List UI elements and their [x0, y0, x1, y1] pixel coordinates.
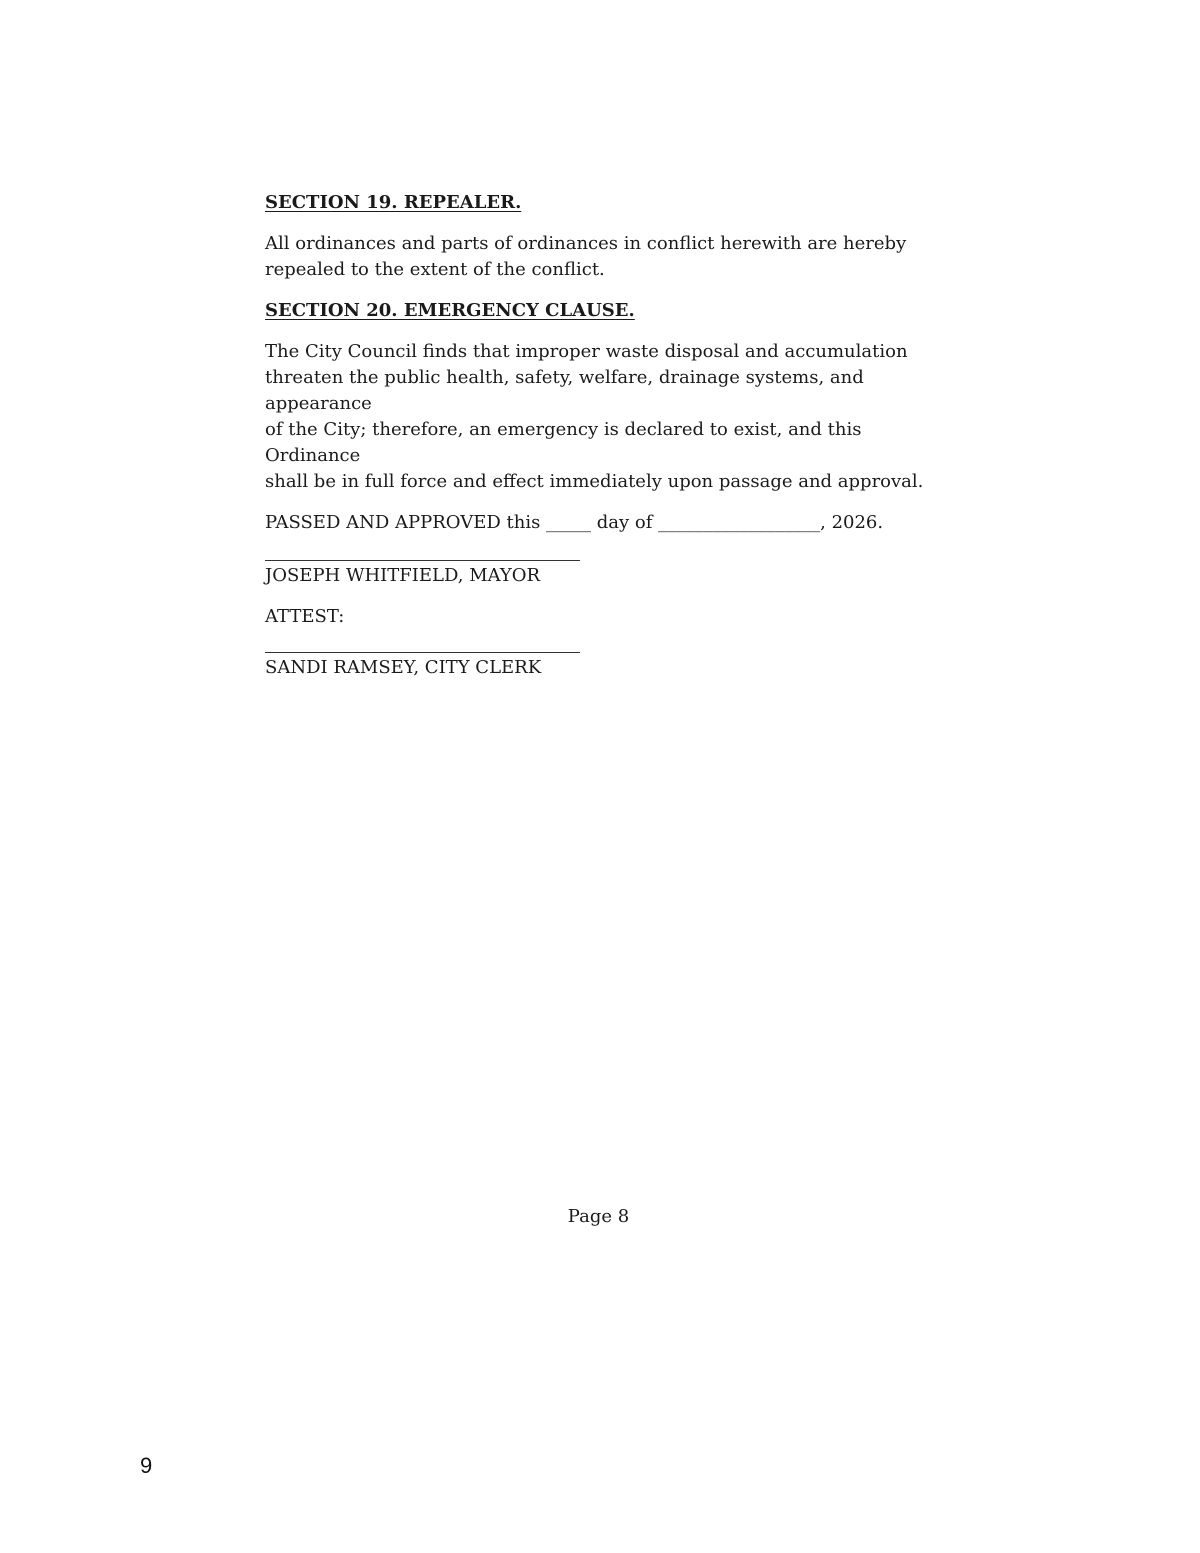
attest-label: ATTEST: — [265, 606, 345, 627]
sheet-number: 9 — [140, 1453, 153, 1478]
section-20-line: of the City; therefore, an emergency is declared to exist, and this Ordinance — [265, 419, 862, 466]
mayor-signature-line — [265, 560, 580, 561]
clerk-signature-name: SANDI RAMSEY, CITY CLERK — [265, 657, 542, 678]
clerk-signature-line — [265, 652, 580, 653]
section-19-line: repealed to the extent of the conflict. — [265, 259, 605, 280]
section-19-heading: SECTION 19. REPEALER. — [265, 192, 522, 213]
section-20-line: shall be in full force and effect immediately upon passage and approval. — [265, 471, 924, 492]
section-20-heading: SECTION 20. EMERGENCY CLAUSE. — [265, 300, 635, 321]
section-20-line: The City Council finds that improper waste disposal and accumulation — [265, 341, 908, 362]
document-content — [265, 190, 945, 696]
section-19-body — [265, 231, 945, 283]
section-20-line: threaten the public health, safety, welfare, drainage systems, and appearance — [265, 367, 864, 414]
section-20-body — [265, 339, 945, 495]
passed-and-approved-line: PASSED AND APPROVED this _____ day of __________________, 2026. — [265, 512, 884, 533]
section-19-line: All ordinances and parts of ordinances in conflict herewith are hereby — [265, 233, 907, 254]
mayor-signature-name: JOSEPH WHITFIELD, MAYOR — [265, 565, 541, 586]
page-footer-label: Page 8 — [567, 1206, 630, 1227]
